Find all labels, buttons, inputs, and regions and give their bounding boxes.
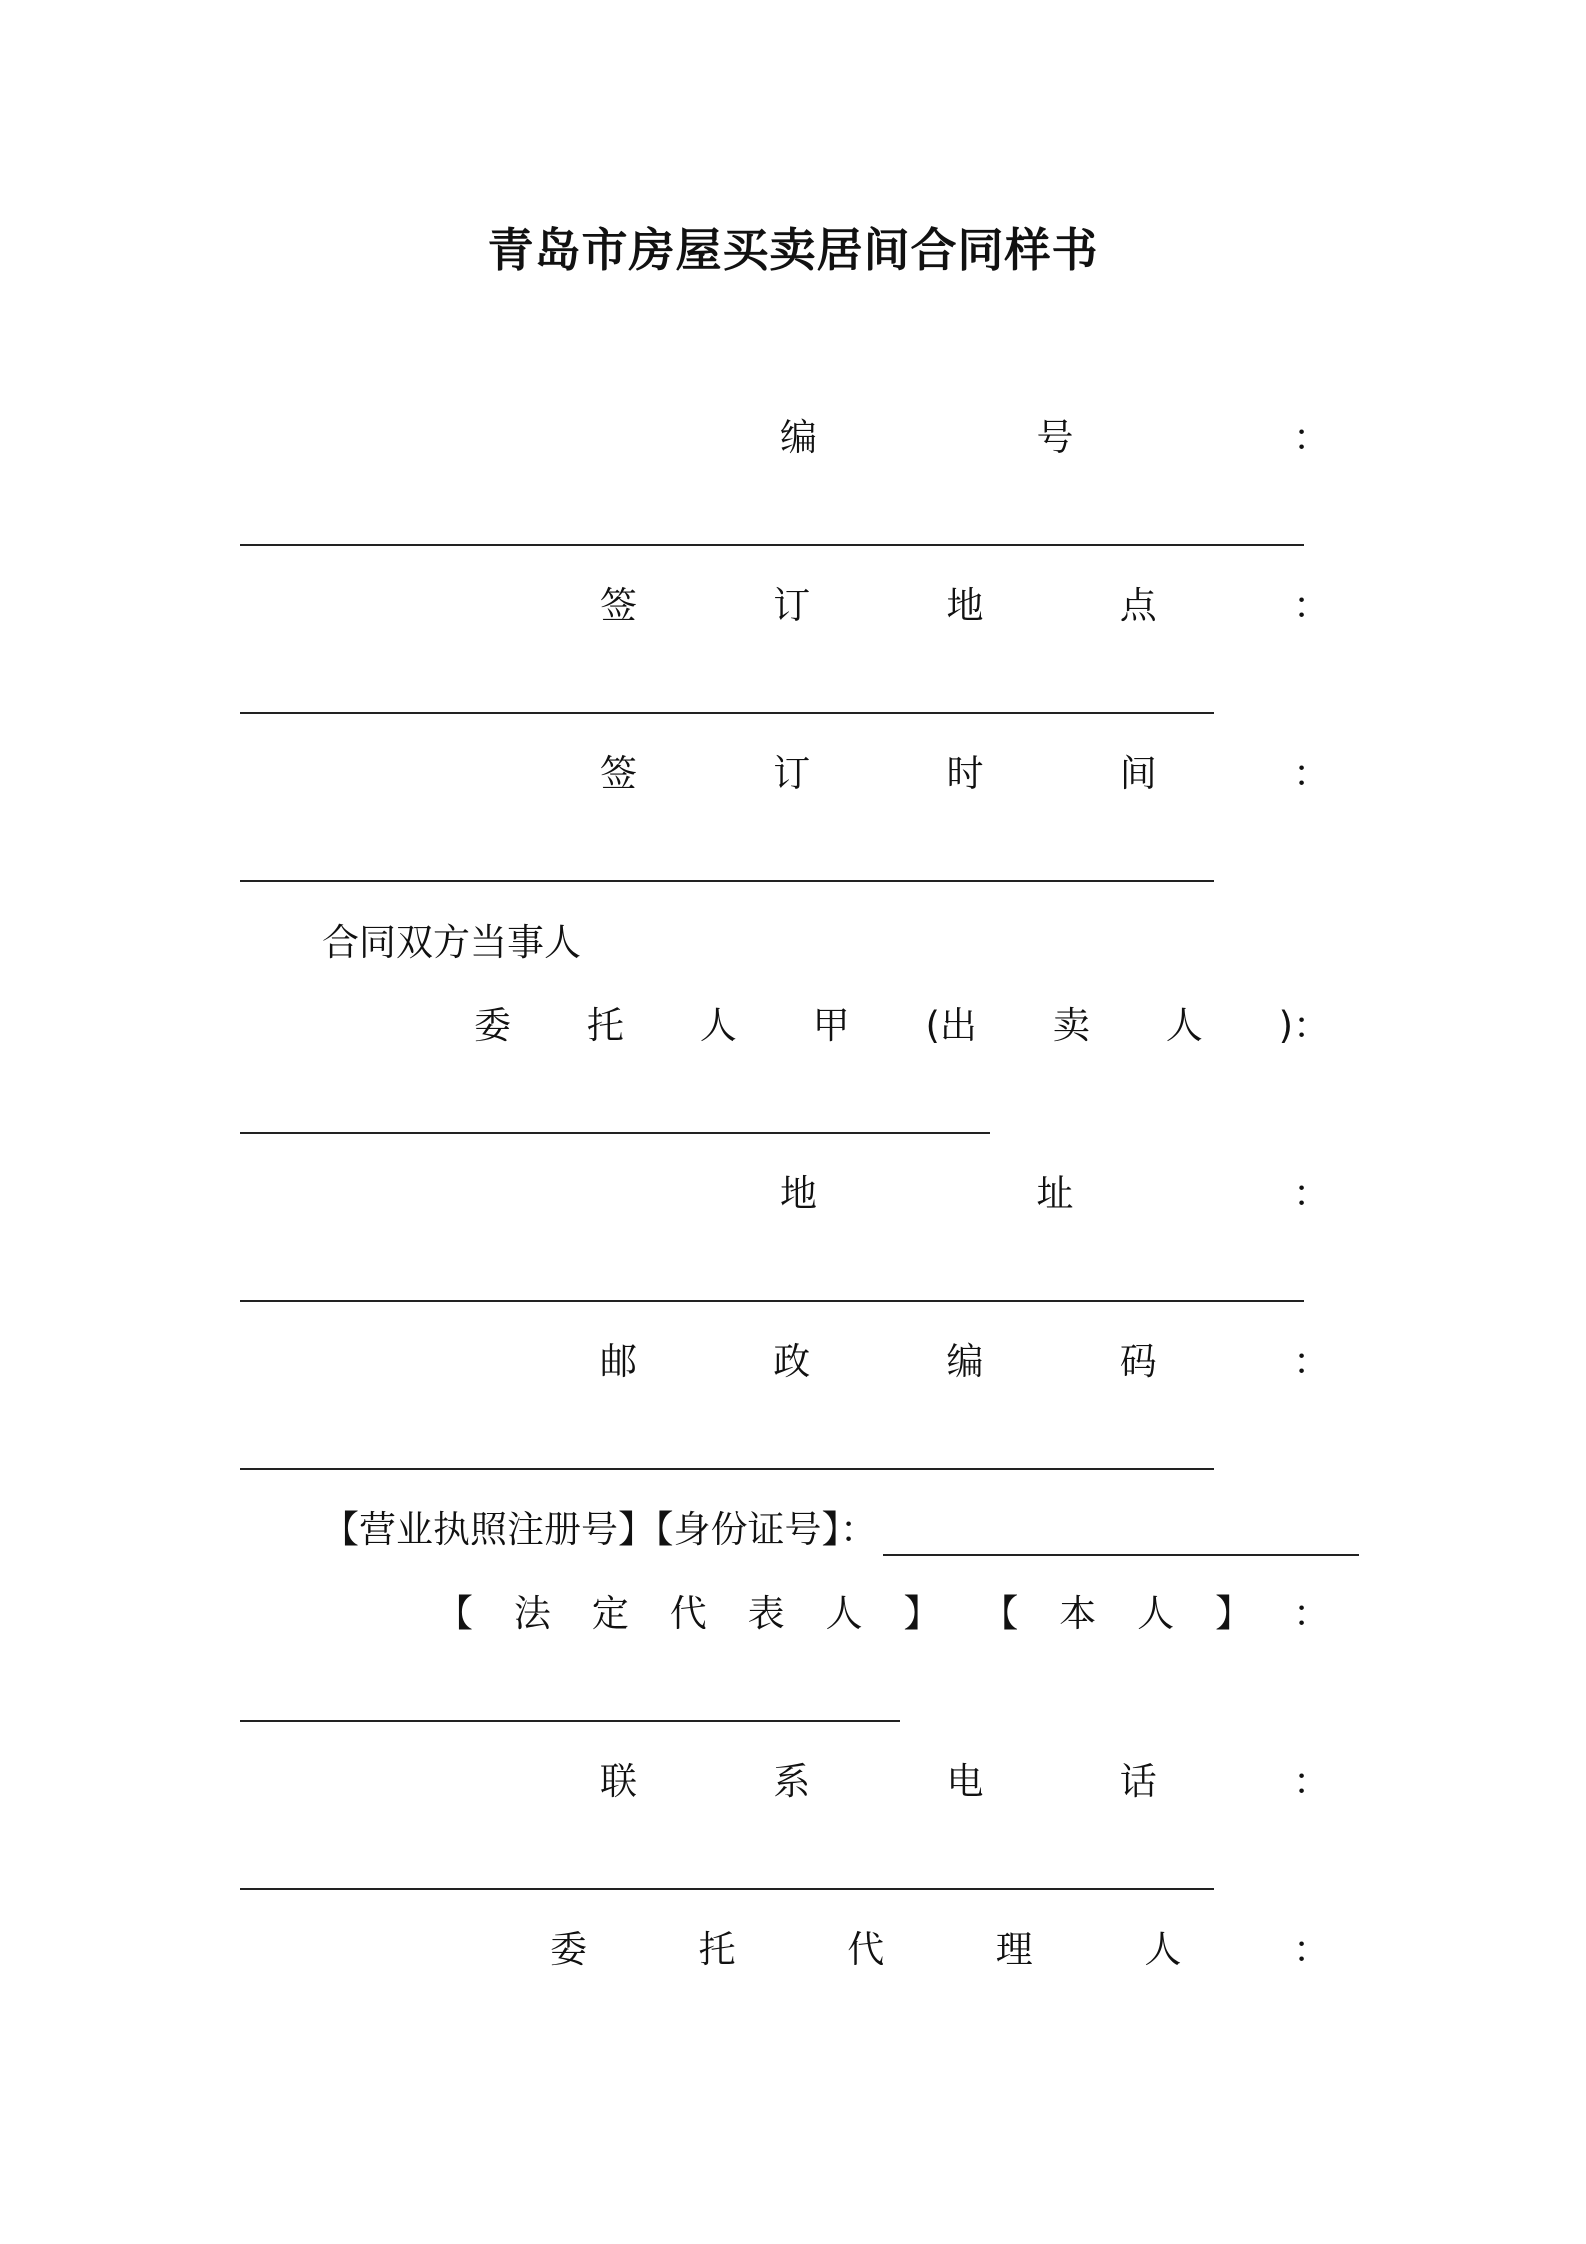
label-char: 本: [1059, 1592, 1097, 1635]
label-char: 签: [600, 584, 637, 627]
label-char: 法: [513, 1592, 551, 1635]
label-colon: ：: [1293, 752, 1330, 795]
label-char: 联: [600, 1760, 637, 1803]
license-id-blank-line[interactable]: [883, 1554, 1359, 1556]
label-colon: ：: [1293, 1760, 1330, 1803]
field-license-id-row: [322, 1504, 1359, 1556]
label-char: 订: [773, 584, 811, 627]
contract-no-blank-line[interactable]: [240, 544, 1304, 546]
label-char: 间: [1119, 752, 1157, 795]
label-char: 代: [669, 1592, 707, 1635]
label-char: (出: [925, 1004, 977, 1047]
field-sign-time-label: [600, 748, 1330, 800]
label-char: 人: [825, 1592, 863, 1635]
label-char: 地: [780, 1172, 817, 1215]
label-char: 邮: [600, 1340, 637, 1383]
field-postal-code-label: [600, 1336, 1330, 1388]
label-char: 代: [847, 1928, 885, 1971]
field-address-label: [780, 1168, 1330, 1220]
label-colon: ：: [1293, 584, 1330, 627]
label-char: 委: [474, 1004, 511, 1047]
label-char: 人: [1165, 1004, 1203, 1047]
label-char: 号: [1036, 416, 1074, 459]
label-char: 系: [773, 1760, 811, 1803]
document-title: 青岛市房屋买卖居间合同样书: [487, 223, 1099, 277]
label-char: 理: [995, 1928, 1033, 1971]
label-char: 表: [747, 1592, 785, 1635]
sign-time-blank-line[interactable]: [240, 880, 1214, 882]
label-colon: ：: [1292, 1592, 1330, 1635]
field-contract-no-label: [780, 412, 1330, 464]
label-char: 订: [773, 752, 811, 795]
label-char: 【: [981, 1592, 1019, 1635]
label-char: 人: [1137, 1592, 1175, 1635]
field-phone-label: [600, 1756, 1330, 1808]
label-colon: ：: [1293, 416, 1330, 459]
label-char: 点: [1119, 584, 1157, 627]
label-char: 地: [946, 584, 984, 627]
phone-blank-line[interactable]: [240, 1888, 1214, 1890]
license-id-label: 【营业执照注册号】【身份证号】：: [322, 1508, 877, 1551]
field-sign-place-label: [600, 580, 1330, 632]
label-char: 编: [780, 416, 817, 459]
label-char: 托: [698, 1928, 736, 1971]
label-char: 托: [586, 1004, 624, 1047]
label-colon: )：: [1278, 1004, 1330, 1047]
label-char: 】: [1215, 1592, 1253, 1635]
legal-rep-blank-line[interactable]: [240, 1720, 900, 1722]
field-principal-a-label: [474, 1000, 1330, 1052]
label-char: 码: [1119, 1340, 1157, 1383]
postal-code-blank-line[interactable]: [240, 1468, 1214, 1470]
label-char: 卖: [1052, 1004, 1090, 1047]
label-char: 定: [591, 1592, 629, 1635]
label-colon: ：: [1292, 1928, 1330, 1971]
label-char: 址: [1036, 1172, 1074, 1215]
field-agent-label: [550, 1924, 1330, 1976]
sign-place-blank-line[interactable]: [240, 712, 1214, 714]
label-char: 政: [773, 1340, 811, 1383]
label-char: 【: [436, 1592, 473, 1635]
label-char: 人: [1144, 1928, 1182, 1971]
principal-a-blank-line[interactable]: [240, 1132, 990, 1134]
label-char: 编: [946, 1340, 984, 1383]
label-char: 话: [1119, 1760, 1157, 1803]
label-char: 人: [699, 1004, 737, 1047]
label-char: 甲: [812, 1004, 850, 1047]
label-char: 委: [550, 1928, 587, 1971]
label-char: 签: [600, 752, 637, 795]
field-legal-rep-label: [436, 1588, 1330, 1640]
label-char: 电: [946, 1760, 984, 1803]
label-char: 时: [946, 752, 984, 795]
address-blank-line[interactable]: [240, 1300, 1304, 1302]
parties-heading: 合同双方当事人: [322, 921, 581, 964]
label-char: 】: [903, 1592, 941, 1635]
label-colon: ：: [1293, 1172, 1330, 1215]
label-colon: ：: [1293, 1340, 1330, 1383]
